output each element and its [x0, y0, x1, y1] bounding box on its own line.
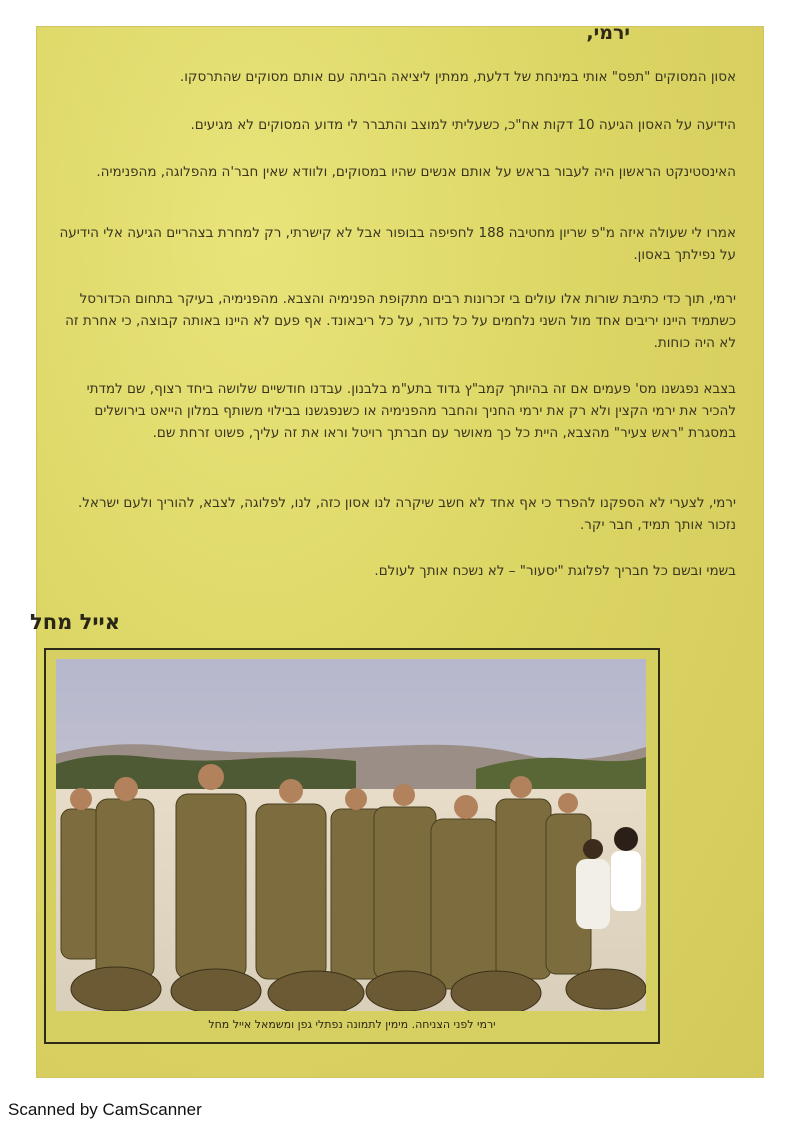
photo-frame	[44, 648, 660, 1044]
soldiers-photo	[56, 659, 646, 1011]
photo-caption: ירמי לפני הצניחה. מימין לתמונה נפתלי גפן ומשמאל אייל מחל	[208, 1018, 496, 1031]
paragraph-3: האינסטינקט הראשון היה לעבור בראש על אותם אנשים שהיו במסוקים, ולוודא שאין חבר'ה מהפלוגה, מהפנימיה.	[96, 164, 736, 180]
paragraph-2: הידיעה על האסון הגיעה 10 דקות אח"כ, כשעליתי למוצב והתברר לי מדוע המסוקים לא מגיעים.	[190, 117, 736, 133]
paragraph-5: ירמי, תוך כדי כתיבת שורות אלו עולים בי זכרונות רבים מתקופת הפנימיה והצבא. מהפנימיה, בעיקר בתחום הכדורסל כשתמיד היינו יריבים אחד מול השני נלחמים על כל כדור, על כל ריבאונד. אף פעם לא היינו באותה קבוצה, כי אחרת זה לא היה כוחות.	[65, 291, 736, 351]
scanner-watermark: Scanned by CamScanner	[8, 1100, 202, 1119]
greeting: ירמי,	[586, 22, 630, 44]
signature: אייל מחל	[30, 610, 120, 634]
yellow-page	[30, 22, 764, 1078]
paragraph-4: אמרו לי שעולה איזה מ"פ שריון מחטיבה 188 לחפיפה בבופור אבל לא קישרתי, רק למחרת בצהריים הגיעה אלי הידיעה על נפילתך באסון.	[59, 225, 736, 263]
paragraph-1: אסון המסוקים "תפס" אותי במינחת של דלעת, ממתין ליציאה הביתה עם אותם מסוקים שהתרסקו.	[179, 69, 736, 85]
paragraph-6: בצבא נפגשנו מס' פעמים אם זה בהיותך קמב"ץ גדוד בתע"מ בלבנון. עבדנו חודשיים שלושה ביחד רצוף, שם למדתי להכיר את ירמי הקצין ולא רק את ירמי החניך והחבר מהפנימיה או כשנפגשנו בבילוי משותף במלון הייאט בירושלים במסגרת "ראש צעיר" מהצבא, היית כל כך מאושר עם חברתך רויטל וראו את זה עליך, פשוט זרחת שם.	[86, 381, 736, 441]
paragraph-8: בשמי ובשם כל חבריך לפלוגת "יסעור" – לא נשכח אותך לעולם.	[374, 563, 736, 579]
paragraph-7: ירמי, לצערי לא הספקנו להפרד כי אף אחד לא חשב שיקרה לנו אסון כזה, לנו, לפלוגה, לצבא, להוריך ולעם ישראל. נזכור אותך תמיד, חבר יקר.	[77, 495, 736, 533]
